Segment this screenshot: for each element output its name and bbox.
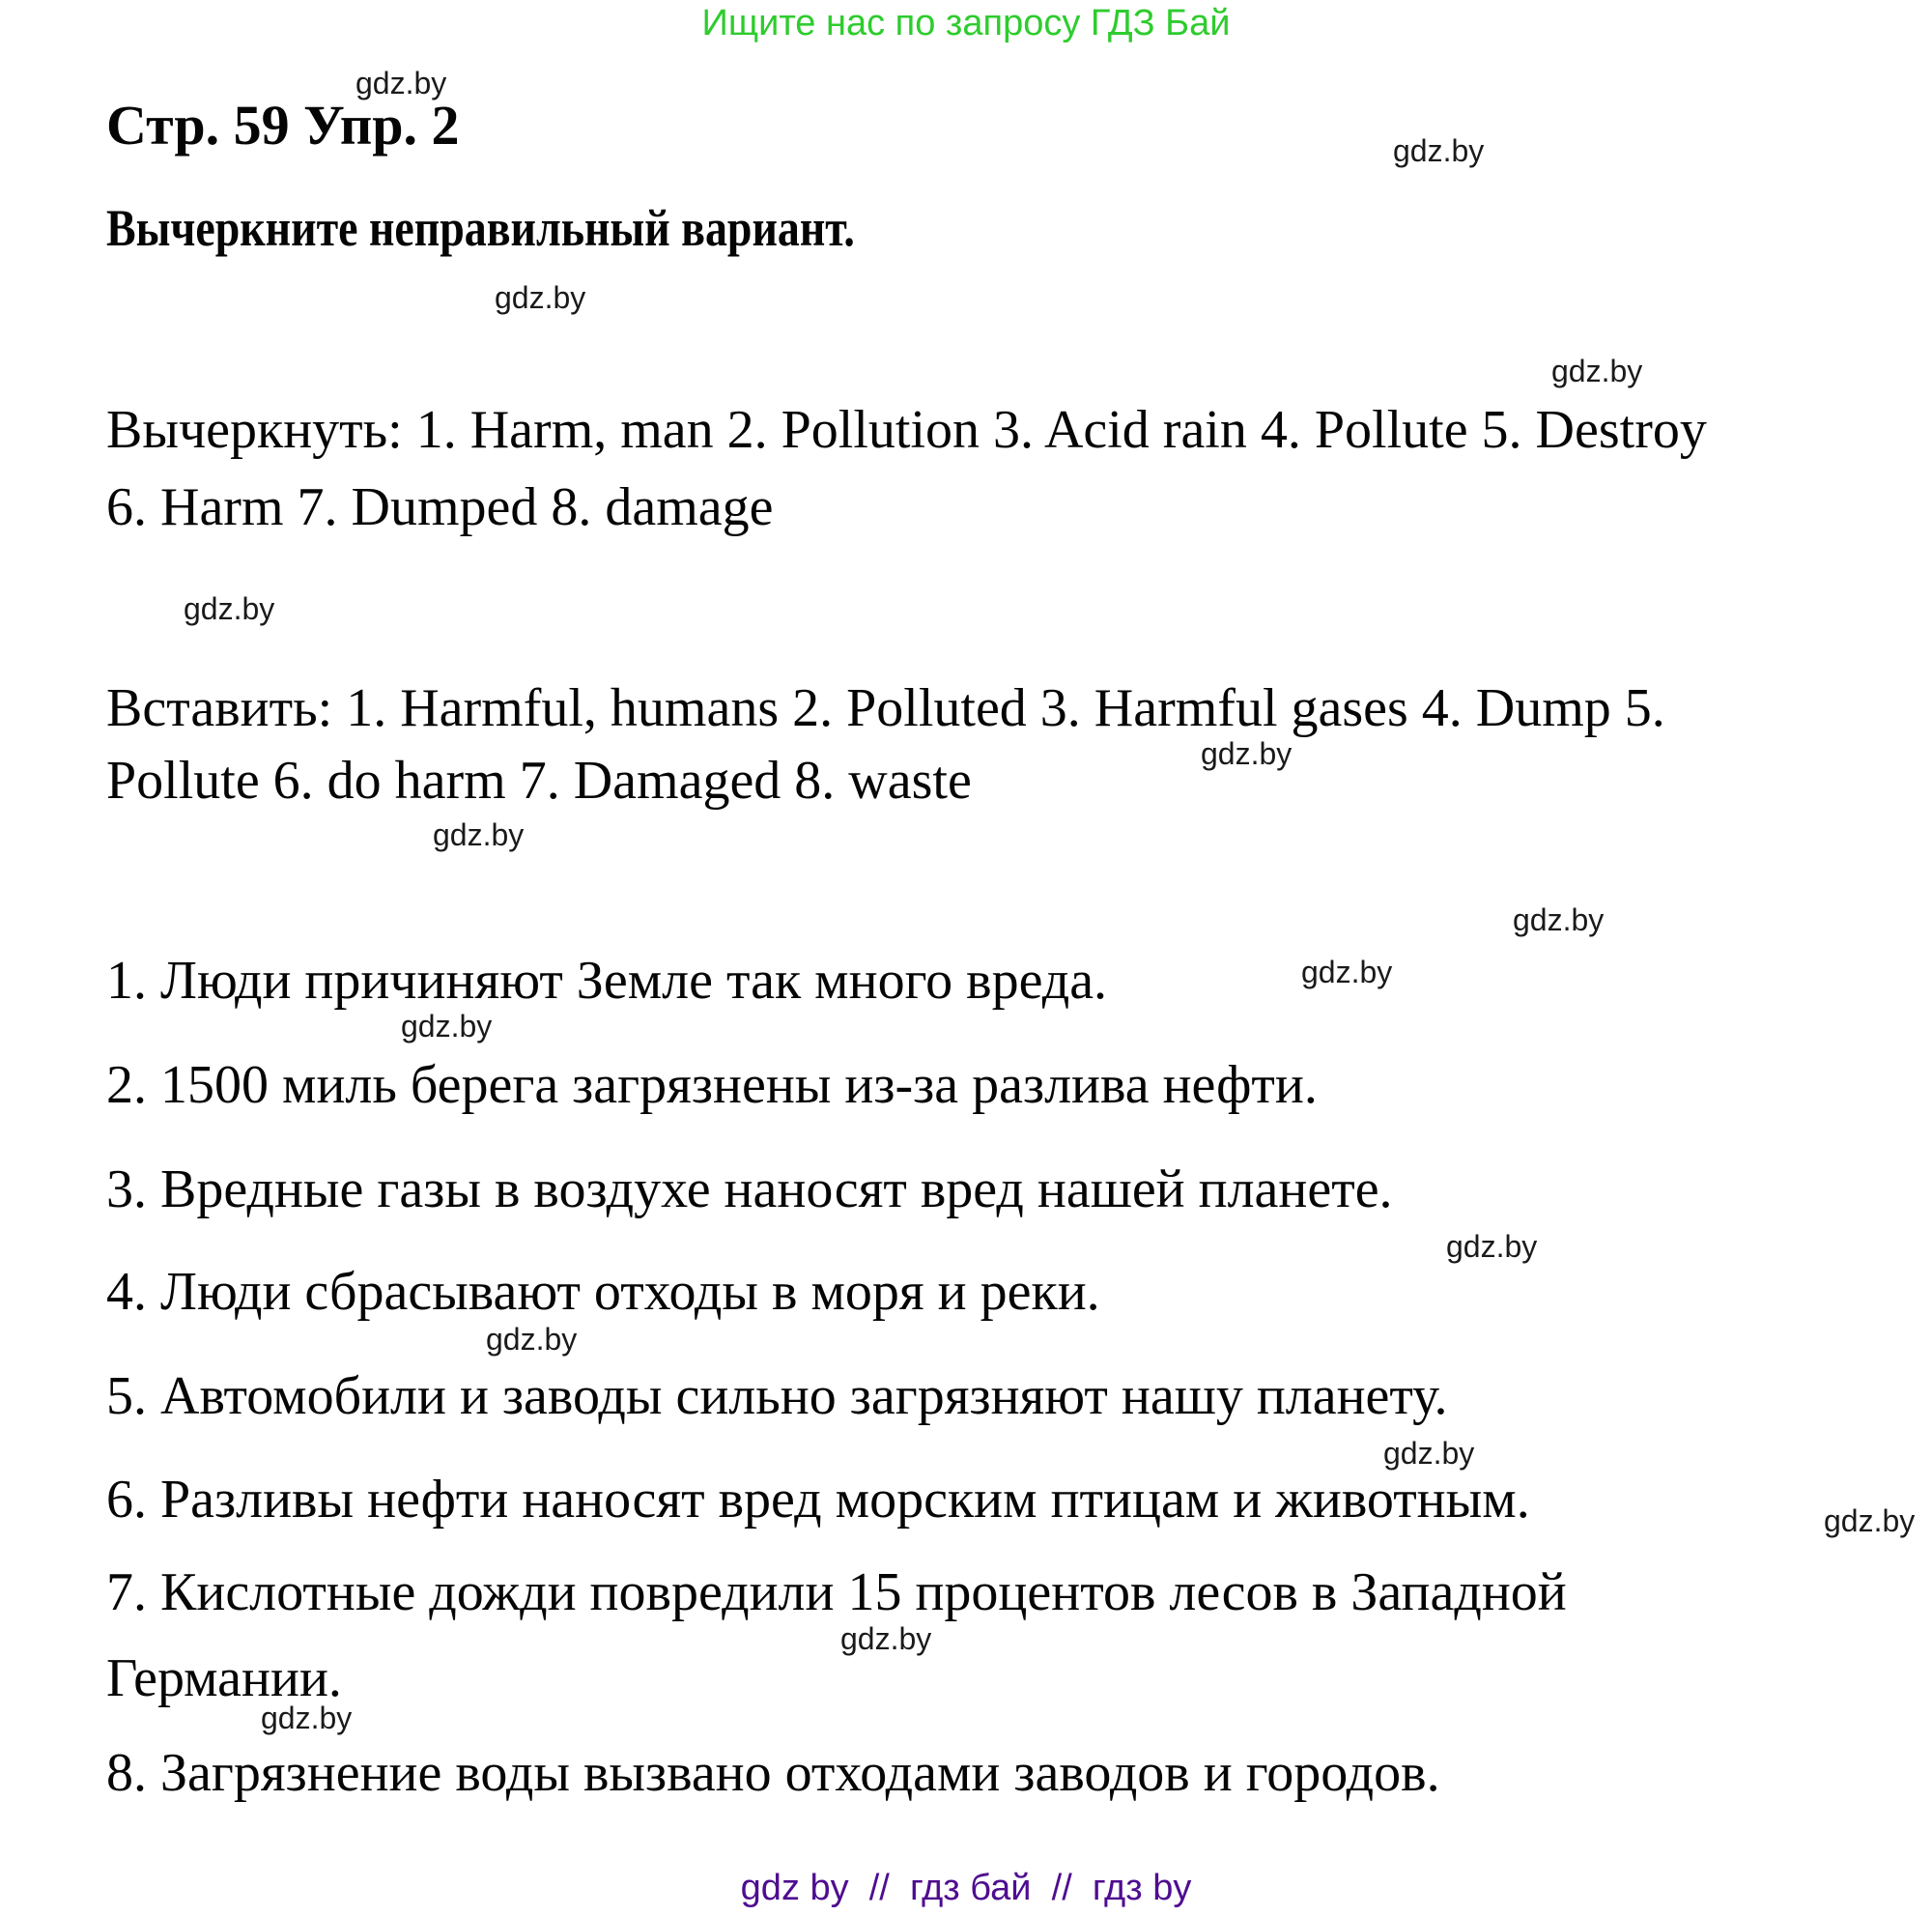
translation-item-4: 4. Люди сбрасывают отходы в моря и реки.: [106, 1262, 1100, 1322]
translation-item-1: 1. Люди причиняют Земле так много вреда.: [106, 951, 1108, 1011]
gdz-watermark: gdz.by: [486, 1322, 578, 1357]
gdz-watermark: gdz.by: [1513, 902, 1605, 937]
gdz-watermark: gdz.by: [1201, 736, 1293, 771]
gdz-watermark: gdz.by: [495, 280, 586, 315]
footer-site-links: gdz by // гдз бай // гдз by: [740, 1868, 1192, 1908]
gdz-watermark: gdz.by: [1446, 1229, 1538, 1264]
gdz-watermark: gdz.by: [1824, 1503, 1916, 1538]
gdz-watermark: gdz.by: [433, 817, 525, 852]
translation-item-6: 6. Разливы нефти наносят вред морским птицам и животным.: [106, 1470, 1530, 1530]
gdz-watermark: gdz.by: [1383, 1436, 1475, 1471]
exercise-heading: Вычеркните неправильный вариант.: [106, 199, 855, 257]
insert-answer-line-1: Вставить: 1. Harmful, humans 2. Polluted 3. Harmful gases 4. Dump 5.: [106, 678, 1665, 738]
gdz-watermark: gdz.by: [1393, 133, 1485, 168]
insert-answer-line-2: Pollute 6. do harm 7. Damaged 8. waste: [106, 751, 972, 811]
cross-out-answer-line-1: Вычеркнуть: 1. Harm, man 2. Pollution 3. Acid rain 4. Pollute 5. Destroy: [106, 400, 1707, 460]
gdz-watermark: gdz.by: [1551, 354, 1643, 388]
gdz-watermark: gdz.by: [1301, 955, 1393, 989]
cross-out-answer-line-2: 6. Harm 7. Dumped 8. damage: [106, 477, 774, 537]
gdz-watermark: gdz.by: [401, 1009, 493, 1044]
page-title: Стр. 59 Упр. 2: [106, 94, 460, 157]
translation-item-8: 8. Загрязнение воды вызвано отходами заводов и городов.: [106, 1743, 1440, 1803]
gdz-watermark: gdz.by: [355, 66, 447, 100]
translation-item-2: 2. 1500 миль берега загрязнены из-за разлива нефти.: [106, 1055, 1318, 1115]
translation-item-7-continued: Германии.: [106, 1648, 342, 1708]
gdz-watermark: gdz.by: [840, 1621, 932, 1656]
promo-banner: Ищите нас по запросу ГДЗ Бай: [701, 3, 1231, 43]
translation-item-7: 7. Кислотные дожди повредили 15 процентов лесов в Западной: [106, 1562, 1567, 1622]
gdz-watermark: gdz.by: [184, 591, 275, 626]
translation-item-5: 5. Автомобили и заводы сильно загрязняют нашу планету.: [106, 1366, 1448, 1426]
translation-item-3: 3. Вредные газы в воздухе наносят вред нашей планете.: [106, 1159, 1393, 1219]
gdz-watermark: gdz.by: [261, 1701, 353, 1735]
